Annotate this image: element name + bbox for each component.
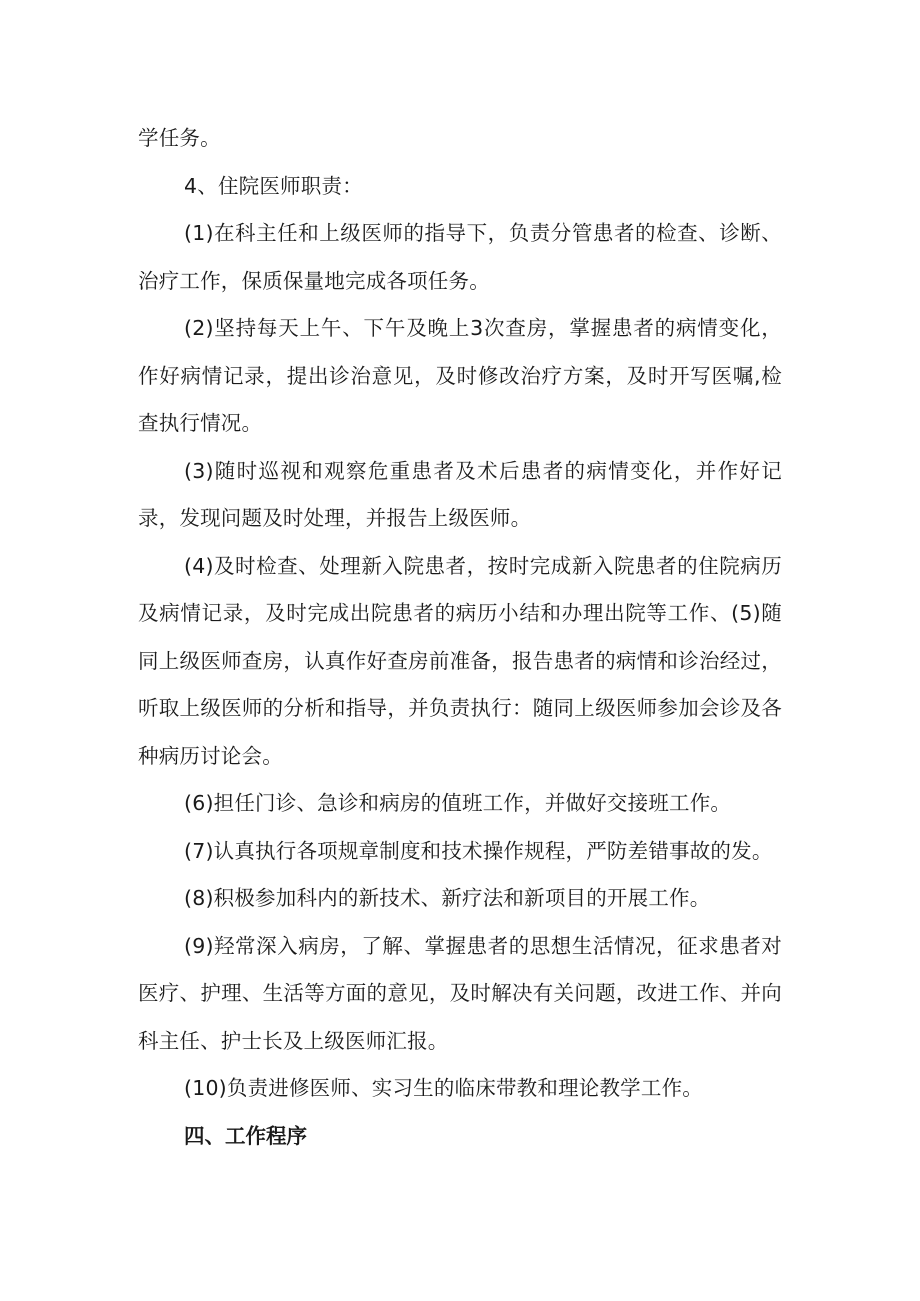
document-body	[138, 115, 782, 1160]
duty-item-7: (7)认真执行各项规章制度和技术操作规程，严防差错事故的发。	[184, 838, 773, 863]
duty-item-1: (1)在科主任和上级医师的指导下，负责分管患者的检查、诊断、治疗工作，保质保量地完成各项任务。	[138, 221, 782, 293]
duty-item-4-5: (4)及时检查、处理新入院患者，按时完成新入院患者的住院病历及病情记录，及时完成出院患者的病历小结和办理出院等工作、(5)随同上级医师查房，认真作好查房前准备，报告患者的病情和诊治经过，听取上级医师的分析和指导，并负责执行：随同上级医师参加会诊及各种病历讨论会。	[138, 553, 782, 768]
section-title-resident-duties: 4、住院医师职责：	[184, 173, 363, 198]
duty-item-2: (2)坚持每天上午、下午及晚上3次查房，掌握患者的病情变化，作好病情记录，提出诊治意见，及时修改治疗方案，及时开写医嘱,检查执行情况。	[138, 316, 782, 435]
paragraph-continuation: 学任务。	[138, 126, 221, 150]
duty-item-3: (3)随时巡视和观察危重患者及术后患者的病情变化，并作好记录，发现问题及时处理，并报告上级医师。	[138, 458, 782, 530]
duty-item-9: (9)羟常深入病房，了解、掌握患者的思想生活情况，征求患者对医疗、护理、生活等方面的意见，及时解决有关问题，改进工作、并向科主任、护士长及上级医师汇报。	[138, 933, 782, 1053]
section-heading-work-procedure: 四、工作程序	[184, 1123, 307, 1148]
duty-item-10: (10)负责进修医师、实习生的临床带教和理论教学工作。	[184, 1076, 703, 1100]
duty-item-8: (8)积极参加科内的新技术、新疗法和新项目的开展工作。	[184, 886, 711, 910]
duty-item-6: (6)担任门诊、急诊和病房的值班工作，并做好交接班工作。	[184, 791, 732, 815]
